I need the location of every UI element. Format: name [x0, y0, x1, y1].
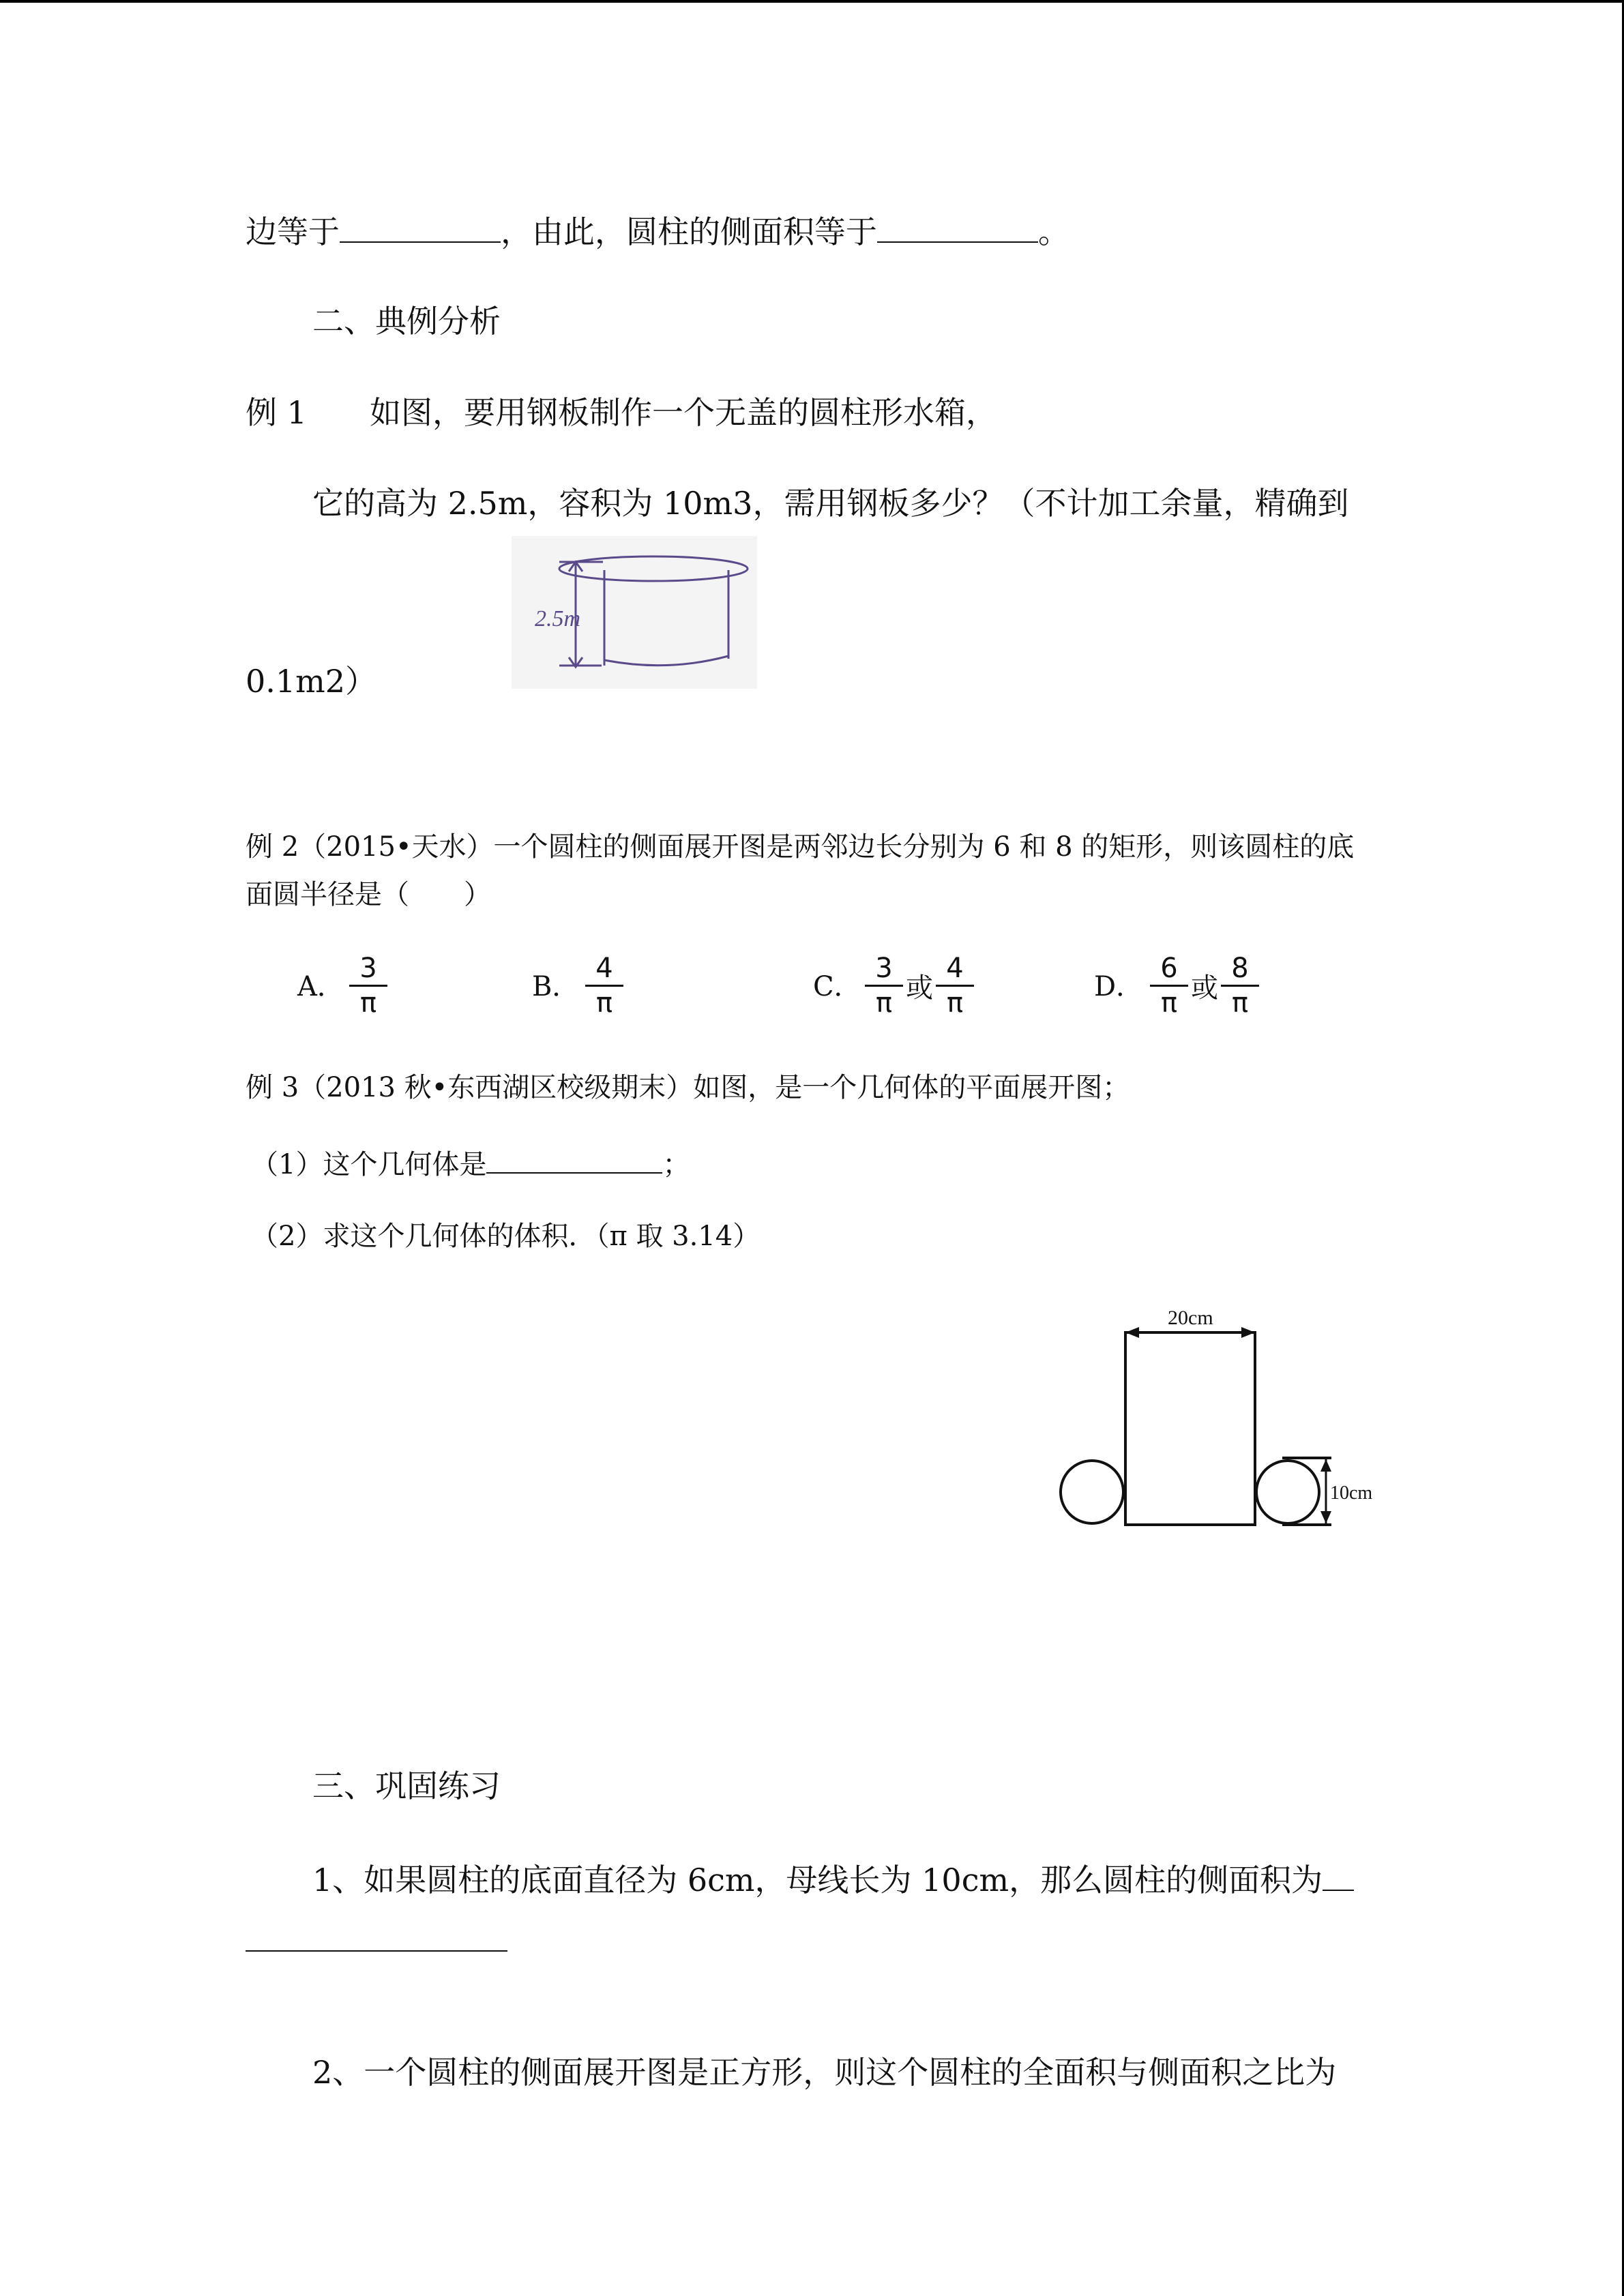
q1-suffix: ；: [662, 1149, 690, 1180]
fraction-bar: [1221, 985, 1259, 987]
q1-prefix: （1）这个几何体是: [251, 1149, 487, 1180]
answer-blank-practice-1b[interactable]: [246, 1950, 507, 1952]
cylinder-net-diagram: [1050, 1297, 1391, 1542]
option-c-fraction-1: [865, 953, 903, 1018]
fraction-denominator: π: [875, 987, 893, 1019]
line1-suffix: 。: [1038, 213, 1069, 250]
option-c-label[interactable]: C．: [813, 971, 861, 1002]
example-3-q1: [251, 1149, 690, 1178]
fraction-numerator: 3: [875, 953, 893, 984]
option-b-fraction: [585, 953, 623, 1018]
width-arrowhead-left: [1125, 1327, 1139, 1338]
water-tank-sketch: [512, 536, 757, 689]
answer-blank-geometry[interactable]: [486, 1149, 662, 1174]
fraction-bar: [1150, 985, 1188, 987]
fraction-denominator: π: [595, 987, 613, 1019]
diameter-arrowhead-bottom: [1320, 1511, 1331, 1523]
sketch-height-label: 2.5m: [535, 606, 581, 631]
fraction-numerator: 4: [595, 953, 613, 984]
practice-1-text: 1、如果圆柱的底面直径为 6cm，母线长为 10cm，那么圆柱的侧面积为: [312, 1862, 1323, 1898]
option-c-joiner: 或: [906, 972, 933, 1004]
example-2-line1: 例 2（2015•天水）一个圆柱的侧面展开图是两邻边长分别为 6 和 8 的矩形，则该圆柱的底: [246, 831, 1355, 863]
example-1-line1: 如图，要用钢板制作一个无盖的圆柱形水箱，: [370, 394, 997, 431]
option-d-joiner: 或: [1191, 972, 1218, 1004]
net-base-circle-right: [1256, 1461, 1319, 1523]
example-1-line3: 0.1m2）: [246, 663, 377, 700]
option-d-fraction-1: [1150, 953, 1188, 1018]
fraction-numerator: 6: [1160, 953, 1178, 984]
example-1-label: 例 1: [246, 394, 307, 431]
fill-blank-line: [246, 215, 1069, 248]
answer-blank-1[interactable]: [340, 215, 501, 243]
answer-blank-practice-1a[interactable]: [1323, 1864, 1354, 1891]
fraction-bar: [349, 985, 387, 987]
option-c-fraction-2: [936, 953, 974, 1018]
net-lateral-rectangle: [1125, 1332, 1255, 1525]
line1-prefix: 边等于: [246, 213, 340, 250]
example-3-line1: 例 3（2013 秋•东西湖区校级期末）如图，是一个几何体的平面展开图；: [246, 1072, 1130, 1103]
net-base-circle-left: [1061, 1461, 1123, 1523]
diameter-arrowhead-top: [1320, 1459, 1331, 1472]
fraction-denominator: π: [946, 987, 964, 1019]
example-1-line2: 它的高为 2.5m，容积为 10m3，需用钢板多少？（不计加工余量，精确到: [312, 485, 1349, 522]
answer-blank-2[interactable]: [877, 215, 1038, 243]
option-d-label[interactable]: D．: [1094, 971, 1144, 1002]
fraction-bar: [585, 985, 623, 987]
option-a-fraction: [349, 953, 387, 1018]
width-arrowhead-right: [1241, 1327, 1255, 1338]
diameter-label: 10cm: [1330, 1482, 1373, 1504]
fraction-denominator: π: [359, 987, 377, 1019]
fraction-numerator: 4: [946, 953, 964, 984]
option-b-label[interactable]: B．: [532, 971, 580, 1002]
line1-middle: ，由此，圆柱的侧面积等于: [501, 213, 877, 250]
fraction-bar: [865, 985, 903, 987]
practice-2: 2、一个圆柱的侧面展开图是正方形，则这个圆柱的全面积与侧面积之比为: [312, 2054, 1337, 2091]
option-a-label[interactable]: A．: [297, 971, 344, 1002]
example-3-q2: （2）求这个几何体的体积．（π 取 3.14）: [251, 1221, 761, 1252]
option-c-expression: [865, 953, 974, 1018]
example-2-line2: 面圆半径是（ ）: [246, 879, 491, 910]
practice-1: [312, 1864, 1354, 1896]
page-top-border: [0, 0, 1624, 3]
fraction-numerator: 3: [359, 953, 377, 984]
fraction-denominator: π: [1160, 987, 1178, 1019]
section-title-practice: 三、巩固练习: [312, 1768, 501, 1804]
fraction-numerator: 8: [1231, 953, 1249, 984]
option-d-fraction-2: [1221, 953, 1259, 1018]
fraction-denominator: π: [1231, 987, 1249, 1019]
option-d-expression: [1150, 953, 1259, 1018]
section-title-examples: 二、典例分析: [312, 303, 501, 340]
width-label: 20cm: [1168, 1307, 1213, 1329]
fraction-bar: [936, 985, 974, 987]
